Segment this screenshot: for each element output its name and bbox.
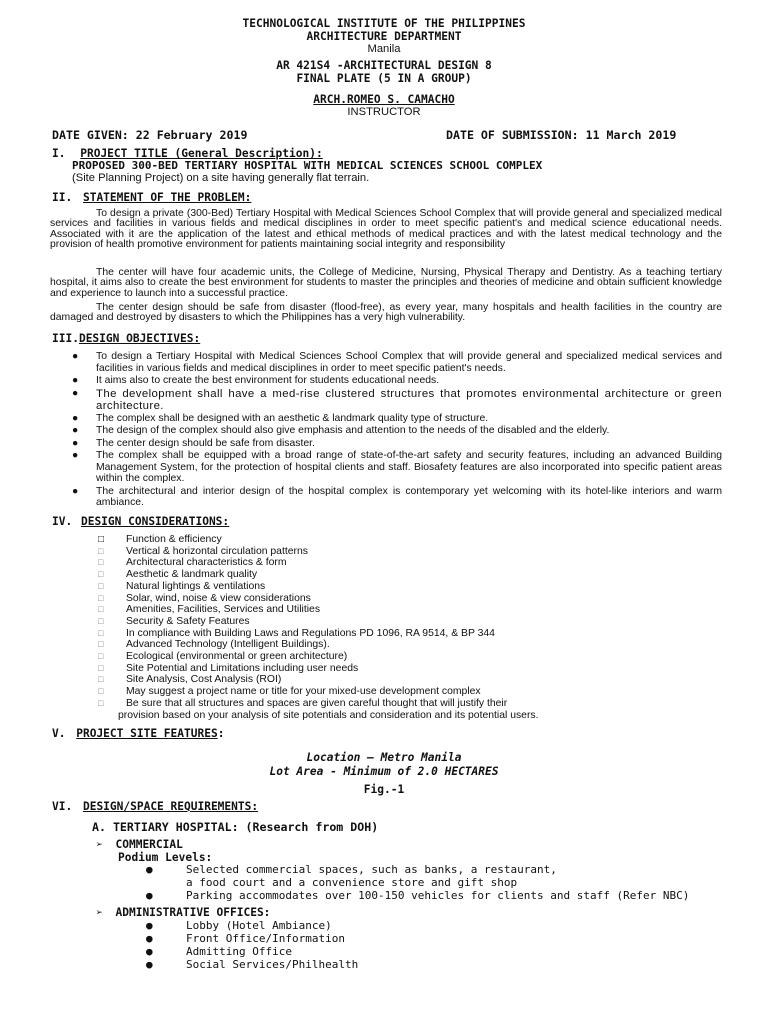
section-6-heading	[52, 800, 258, 813]
section-title: DESIGN/SPACE REQUIREMENTS:	[82, 800, 259, 813]
subsection-title: A. TERTIARY HOSPITAL: (Research from DOH)	[92, 820, 379, 834]
group-subtitle: Podium Levels:	[118, 851, 213, 864]
list-item: □ May suggest a project name or title for your mixed-use development complex	[98, 686, 481, 698]
course-title: AR 421S4 -ARCHITECTURAL DESIGN 8	[276, 59, 492, 72]
list-item: ● The center design should be safe from disaster.	[72, 437, 315, 449]
section-number: I.	[52, 147, 66, 160]
list-item: □ Aesthetic & landmark quality	[98, 569, 258, 581]
checkbox-icon: □	[98, 697, 104, 708]
group-heading: ➢ COMMERCIAL	[96, 838, 183, 851]
arrow-icon: ➢	[96, 906, 103, 919]
list-item: □ Function & efficiency	[98, 534, 222, 545]
checkbox-icon: □	[98, 627, 104, 638]
bullet-icon: ●	[72, 425, 79, 436]
problem-paragraph: The center design should be safe from disaster (flood-free), as every year, many hospitals and health facilities in the country are damaged and destroyed by disasters to which the Philippines has a very high vulnerability.	[50, 302, 722, 324]
institution-name: TECHNOLOGICAL INSTITUTE OF THE PHILIPPINES	[242, 17, 526, 30]
site-lot-area: Lot Area - Minimum of 2.0 HECTARES	[269, 765, 499, 778]
list-item-continuation: a food court and a convenience store and gift shop	[186, 876, 518, 889]
bullet-icon: ●	[146, 863, 153, 876]
list-item-continuation: provision based on your analysis of site potentials and consideration and its potential users.	[118, 709, 539, 721]
list-item: ● Social Services/Philhealth	[146, 958, 359, 971]
bullet-icon: ●	[72, 387, 79, 399]
checkbox-icon: □	[98, 662, 104, 673]
list-item: □ Site Potential and Limitations including user needs	[98, 662, 359, 674]
checkbox-icon: □	[98, 674, 104, 685]
list-item: □ Architectural characteristics & form	[98, 557, 287, 569]
checkbox-icon: □	[98, 569, 104, 580]
list-item: ● The design of the complex should also give emphasis and attention to the needs of the disabled and the elderly.	[72, 425, 610, 436]
admin-list	[146, 919, 358, 971]
checkbox-icon: □	[98, 592, 104, 603]
section-title: DESIGN OBJECTIVES:	[78, 332, 201, 345]
checkbox-icon: □	[98, 557, 104, 568]
considerations-list	[96, 534, 539, 721]
bullet-icon: ●	[146, 945, 153, 958]
list-item: □ Natural lightings & ventilations	[98, 580, 266, 592]
list-item: □ Be sure that all structures and spaces are given careful thought that will justify their	[98, 697, 508, 709]
list-item: ● To design a Tertiary Hospital with Medical Sciences School Complex that will provide general and specialized medical services and facilities in various fields and medical disciplines in order to meet specific patient's needs.	[72, 351, 722, 374]
checkbox-icon: □	[98, 686, 104, 697]
project-note: (Site Planning Project) on a site having generally flat terrain.	[72, 172, 370, 184]
plate-title: FINAL PLATE (5 IN A GROUP)	[296, 72, 472, 85]
section-3-heading	[52, 332, 200, 345]
section-number: V.	[52, 727, 66, 740]
section-title: DESIGN CONSIDERATIONS:	[80, 515, 230, 528]
section-title: PROJECT SITE FEATURES	[76, 727, 218, 740]
bullet-icon: ●	[146, 958, 153, 971]
objectives-list	[72, 351, 722, 510]
bullet-icon: ●	[72, 375, 79, 386]
list-item: □ Site Analysis, Cost Analysis (ROI)	[98, 674, 282, 686]
list-item: □ Solar, wind, noise & view considerations	[98, 592, 311, 604]
problem-paragraph: The center will have four academic units, the College of Medicine, Nursing, Physical Therapy and Dentistry. As a teaching tertiary hospital, it aims also to create the best environment for students to master the principles and theories of medicine and obtain sufficient knowledge and experience to launch into a successful practice.	[50, 267, 722, 299]
checkbox-icon: □	[98, 604, 104, 615]
department-name: ARCHITECTURE DEPARTMENT	[306, 30, 462, 43]
project-title: PROPOSED 300-BED TERTIARY HOSPITAL WITH MEDICAL SCIENCES SCHOOL COMPLEX	[72, 159, 543, 172]
site-location: Location – Metro Manila	[306, 751, 462, 764]
list-item: ● Front Office/Information	[146, 932, 345, 945]
section-number: III.	[52, 332, 79, 345]
checkbox-icon: □	[98, 639, 104, 650]
bullet-icon: ●	[146, 932, 153, 945]
list-item: ● The development shall have a med-rise clustered structures that promotes environmental architecture or green architecture.	[72, 387, 722, 412]
section-title: STATEMENT OF THE PROBLEM:	[82, 191, 252, 204]
list-item: ● Admitting Office	[146, 945, 292, 958]
list-item: □ In compliance with Building Laws and Regulations PD 1096, RA 9514, & BP 344	[98, 627, 495, 639]
list-item: ● The complex shall be designed with an aesthetic & landmark quality type of structure.	[72, 412, 489, 424]
bullet-icon: ●	[72, 485, 79, 497]
section-4-heading	[52, 515, 229, 528]
bullet-icon: ●	[146, 919, 153, 932]
city-name: Manila	[367, 43, 401, 55]
section-5-heading: V. PROJECT SITE FEATURES:	[52, 727, 225, 740]
list-item: ● The complex shall be equipped with a broad range of state-of-the-art safety and security features, including an advanced Building Management System, for the protection of hospital clients and staff. Biosafety features are also incorporated into specific patient areas within the complex.	[72, 450, 722, 484]
bullet-icon: ●	[72, 351, 79, 362]
list-item: ● It aims also to create the best environment for students educational needs.	[72, 375, 440, 386]
list-item: ● The architectural and interior design of the hospital complex is contemporary yet welcoming with its hotel-like interiors and warm ambiance.	[72, 485, 722, 508]
list-item: □ Ecological (environmental or green architecture)	[98, 651, 348, 663]
arrow-icon: ➢	[96, 838, 103, 851]
list-item: ● Lobby (Hotel Ambiance)	[146, 919, 332, 932]
list-item: □ Security & Safety Features	[98, 615, 250, 627]
problem-paragraph: To design a private (300-Bed) Tertiary Hospital with Medical Sciences School Complex that will provide general and specialized medical services and facilities in various fields and medical disciplines in order to meet specific patient's and medical science educational needs. Associated with it are the application of the latest and ethical methods of medical practices and with the latest medical technology and the provision of health promotive environment for patients maintaining social integrity and responsibility	[50, 208, 722, 251]
bullet-icon: ●	[72, 450, 79, 461]
section-number: VI.	[52, 800, 73, 813]
commercial-list	[146, 863, 689, 902]
list-item: □ Amenities, Facilities, Services and Utilities	[98, 604, 321, 616]
bullet-icon: ●	[72, 412, 79, 424]
instructor-role: INSTRUCTOR	[347, 106, 421, 118]
list-item: ● Selected commercial spaces, such as banks, a restaurant,	[146, 863, 557, 876]
date-given: DATE GIVEN: 22 February 2019	[52, 128, 248, 142]
bullet-icon: ●	[146, 889, 153, 902]
checkbox-icon: □	[98, 545, 104, 556]
list-item: ● Parking accommodates over 100-150 vehicles for clients and staff (Refer NBC)	[146, 889, 690, 902]
checkbox-icon: □	[98, 534, 105, 545]
checkbox-icon: □	[98, 651, 104, 662]
group-heading: ➢ ADMINISTRATIVE OFFICES:	[96, 906, 271, 919]
list-item: □ Advanced Technology (Intelligent Buildings).	[98, 639, 330, 651]
date-submission: DATE OF SUBMISSION: 11 March 2019	[446, 128, 677, 142]
section-title: PROJECT TITLE (General Description):	[80, 147, 323, 160]
checkbox-icon: □	[98, 580, 104, 591]
checkbox-icon: □	[98, 615, 104, 626]
list-item: □ Vertical & horizontal circulation patterns	[98, 545, 308, 557]
section-number: IV.	[52, 515, 73, 528]
bullet-icon: ●	[72, 437, 79, 449]
section-number: II.	[52, 191, 73, 204]
section-2-heading	[52, 191, 251, 204]
figure-caption: Fig.-1	[363, 783, 405, 796]
instructor-name: ARCH.ROMEO S. CAMACHO	[313, 93, 455, 106]
